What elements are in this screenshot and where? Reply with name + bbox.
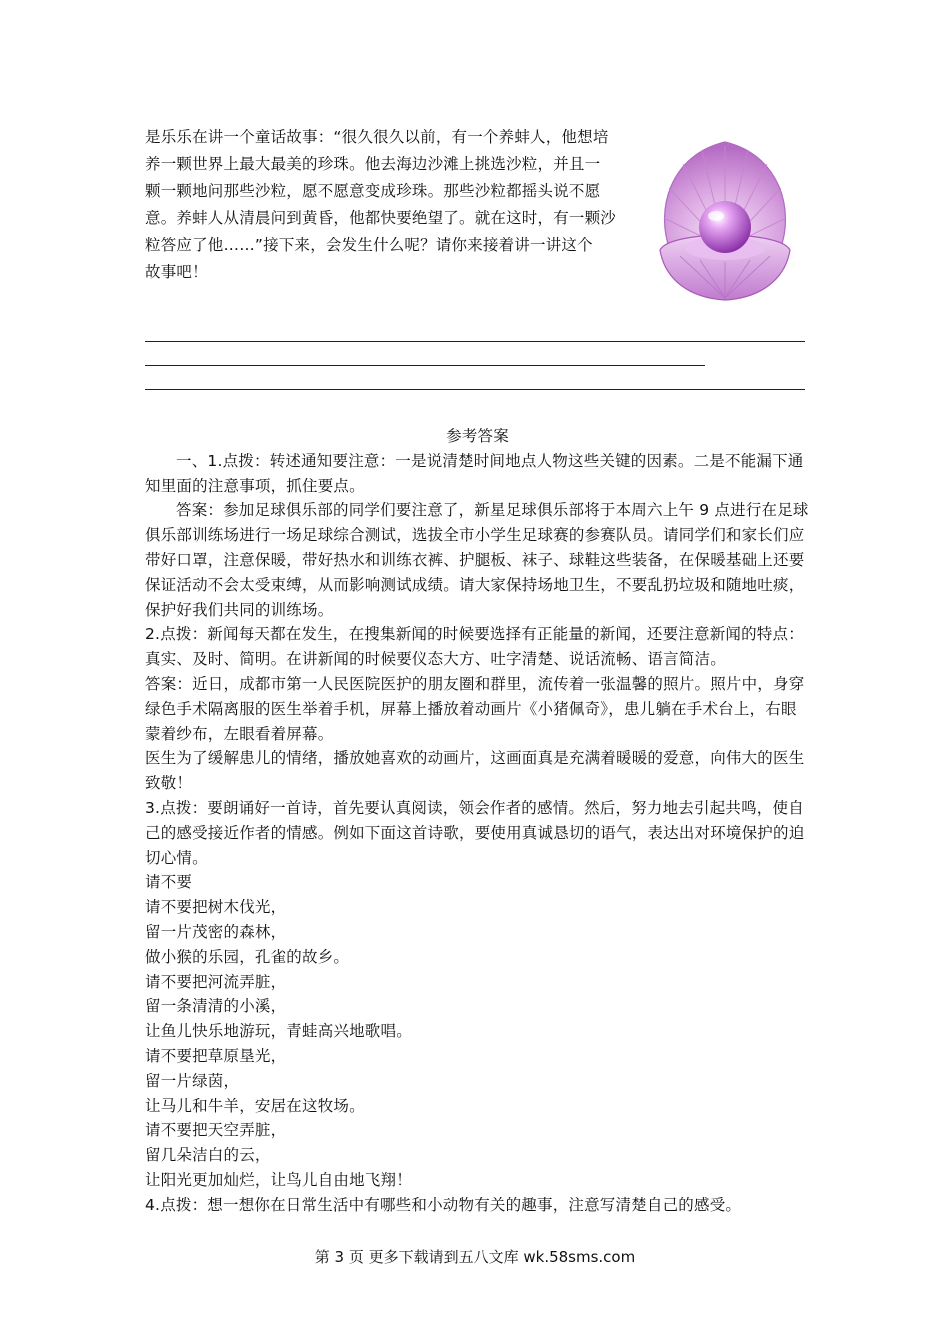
answer-line [145, 389, 805, 390]
q2-hint: 2.点拨：新闻每天都在发生，在搜集新闻的时候要选择有正能量的新闻，还要注意新闻的特点：真实、及时、简明。在讲新闻的时候要仪态大方、吐字清楚、说话流畅、语言简洁。 [145, 625, 804, 669]
reference-answers [145, 424, 810, 1218]
story-paragraph [145, 124, 645, 286]
poem-line: 请不要把河流弄脏， [145, 972, 287, 991]
q2-comment: 医生为了缓解患儿的情绪，播放她喜欢的动画片，这画面真是充满着暖暖的爱意，向伟大的医生致敬！ [145, 749, 805, 793]
q3-hint: 3.点拨：要朗诵好一首诗，首先要认真阅读，领会作者的感情。然后，努力地去引起共鸣，使自己的感受接近作者的情感。例如下面这首诗歌，要使用真诚恳切的语气，表达出对环境保护的迫切心情。 [145, 798, 805, 867]
poem-line: 请不要把草原垦光， [145, 1046, 287, 1065]
answers-title: 参考答案 [446, 427, 509, 445]
poem-line: 留一片茂密的森林， [145, 922, 287, 941]
q1-answer: 答案：参加足球俱乐部的同学们要注意了，新星足球俱乐部将于本周六上午 9 点进行在足球俱乐部训练场进行一场足球综合测试，选拔全市小学生足球赛的参赛队员。请同学们和家长们应带好口罩，注意保暖，带好热水和训练衣裤、护腿板、袜子、球鞋这些装备，在保暖基础上还要保证活动不会太受束缚，从而影响测试成绩。请大家保持场地卫生，不要乱扔垃圾和随地吐痰，保护好我们共同的训练场。 [145, 501, 809, 619]
story-line: 意。养蚌人从清晨问到黄昏，他都快要绝望了。就在这时，有一颗沙 [145, 209, 617, 227]
poem-line: 请不要把树木伐光， [145, 898, 287, 917]
poem-line: 留几朵洁白的云， [145, 1146, 271, 1165]
story-line: 是乐乐在讲一个童话故事：“很久很久以前，有一个养蚌人，他想培 [145, 128, 609, 146]
story-line: 粒答应了他……”接下来，会发生什么呢？请你来接着讲一讲这个 [145, 236, 593, 254]
poem-line: 请不要 [145, 873, 193, 892]
pearl-shell-image [650, 130, 800, 310]
story-line: 故事吧！ [145, 263, 208, 281]
poem-line: 让阳光更加灿烂，让鸟儿自由地飞翔！ [145, 1170, 412, 1189]
answer-line [145, 365, 705, 366]
q4-hint: 4.点拨：想一想你在日常生活中有哪些和小动物有关的趣事，注意写清楚自己的感受。 [145, 1195, 742, 1214]
poem-line: 做小猴的乐园，孔雀的故乡。 [145, 947, 350, 966]
q2-answer: 答案：近日，成都市第一人民医院医护的朋友圈和群里，流传着一张温馨的照片。照片中，身穿绿色手术隔离服的医生举着手机，屏幕上播放着动画片《小猪佩奇》，患儿躺在手术台上，右眼蒙着纱布，左眼看着屏幕。 [145, 674, 805, 743]
poem-line: 让鱼儿快乐地游玩，青蛙高兴地歌唱。 [145, 1022, 412, 1041]
story-line: 养一颗世界上最大最美的珍珠。他去海边沙滩上挑选沙粒，并且一 [145, 155, 601, 173]
poem-line: 让马儿和牛羊，安居在这牧场。 [145, 1096, 365, 1115]
q1-hint: 一、1.点拨：转述通知要注意：一是说清楚时间地点人物这些关键的因素。二是不能漏下通知里面的注意事项，抓住要点。 [145, 451, 804, 495]
poem-line: 留一片绿茵， [145, 1071, 240, 1090]
page-footer: 第 3 页 更多下载请到五八文库 wk.58sms.com [314, 1248, 636, 1266]
poem-line: 请不要把天空弄脏， [145, 1121, 287, 1140]
poem-line: 留一条清清的小溪， [145, 997, 287, 1016]
answer-line [145, 341, 805, 342]
story-line: 颗一颗地问那些沙粒，愿不愿意变成珍珠。那些沙粒都摇头说不愿 [145, 182, 601, 200]
